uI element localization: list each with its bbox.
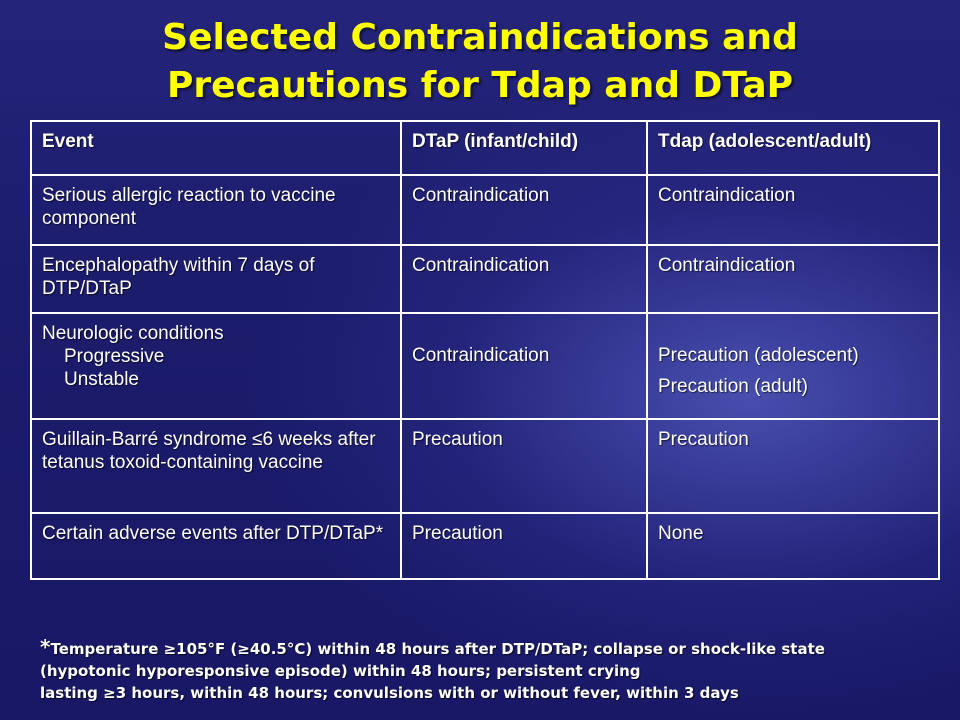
table-row: [31, 419, 939, 513]
tdap-cell: [647, 313, 939, 419]
slide-title-line-1: Selected Contraindications and: [162, 17, 798, 58]
tdap-cell: None: [647, 513, 939, 579]
event-cell-heading: Neurologic conditions: [42, 323, 224, 344]
header-tdap: Tdap (adolescent/adult): [647, 121, 939, 175]
tdap-cell-adult: Precaution (adult): [658, 376, 808, 397]
table-row: [31, 513, 939, 579]
dtap-cell-value: Contraindication: [412, 345, 550, 366]
tdap-cell: Contraindication: [647, 245, 939, 313]
table-header-row: [31, 121, 939, 175]
dtap-cell: Precaution: [401, 419, 647, 513]
dtap-cell: Contraindication: [401, 245, 647, 313]
slide-title: [0, 14, 960, 110]
dtap-cell: [401, 313, 647, 419]
event-cell: Encephalopathy within 7 days of DTP/DTaP: [31, 245, 401, 313]
footnote-line-3: lasting ≥3 hours, within 48 hours; convulsions with or without fever, within 3 days: [40, 684, 739, 702]
event-cell-sub-unstable: Unstable: [64, 369, 139, 390]
tdap-cell-lines: [658, 344, 928, 398]
footnote: [40, 636, 940, 704]
footnote-line-1-text: Temperature ≥105°F (≥40.5°C) within 48 hours after DTP/DTaP; collapse or shock-like state: [50, 640, 825, 658]
footnote-asterisk: *: [40, 635, 51, 659]
header-event: Event: [31, 121, 401, 175]
footnote-line-1: [40, 636, 940, 660]
table-row: [31, 245, 939, 313]
dtap-cell: Contraindication: [401, 175, 647, 245]
event-cell-sub-progressive: Progressive: [64, 346, 165, 367]
footnote-line-2: (hypotonic hyporesponsive episode) within 48 hours; persistent crying: [40, 662, 641, 680]
tdap-cell: Contraindication: [647, 175, 939, 245]
contraindications-table: [30, 120, 940, 580]
table-row: [31, 175, 939, 245]
dtap-cell: Precaution: [401, 513, 647, 579]
event-cell: Guillain-Barré syndrome ≤6 weeks after tetanus toxoid-containing vaccine: [31, 419, 401, 513]
event-cell: [31, 313, 401, 419]
header-dtap: DTaP (infant/child): [401, 121, 647, 175]
table-row: [31, 313, 939, 419]
event-cell: Serious allergic reaction to vaccine component: [31, 175, 401, 245]
event-cell: Certain adverse events after DTP/DTaP*: [31, 513, 401, 579]
tdap-cell: Precaution: [647, 419, 939, 513]
slide-title-line-2: Precautions for Tdap and DTaP: [167, 65, 793, 106]
tdap-cell-adolescent: Precaution (adolescent): [658, 345, 859, 366]
